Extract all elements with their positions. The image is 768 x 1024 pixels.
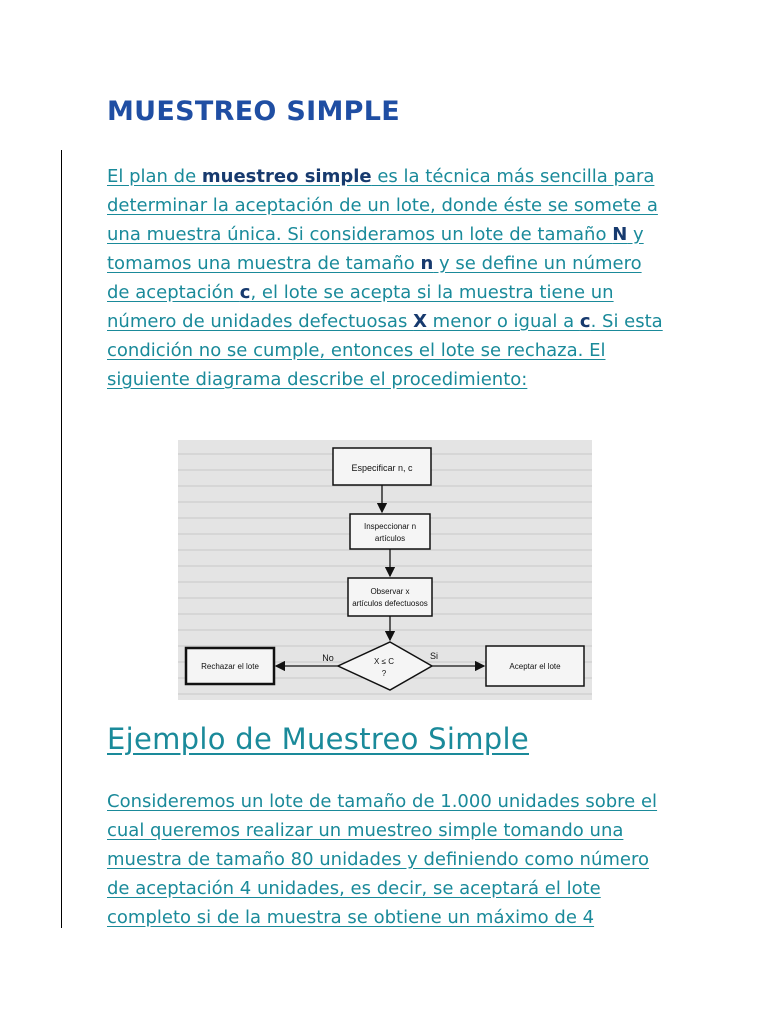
intro-paragraph[interactable] [107,162,667,394]
yes-label: Si [429,651,439,661]
intro-text-5: , el lote se acepta si la muestra tiene un número de unidades defectuosas [107,282,614,332]
example-heading[interactable]: Ejemplo de Muestreo Simple [107,722,529,756]
intro-bold-n: n [420,253,434,274]
intro-text-6: menor o igual a [426,311,580,332]
intro-text-3: y tomamos una muestra de tamaño [107,224,644,274]
no-label: No [322,653,334,663]
box-inspect [350,514,430,549]
intro-text-7: . Si esta condición no se cumple, entonces el lote se rechaza. El siguiente diagrama describe el procedimiento: [107,311,663,390]
box-observe [348,578,432,616]
intro-bold-c: c [239,282,251,303]
flowchart-svg [178,440,592,700]
page-title: MUESTREO SIMPLE [107,96,400,127]
intro-bold-X: X [413,311,427,332]
box-reject-label: Rechazar el lote [201,662,259,671]
intro-text-2: es la técnica más sencilla para determinar la aceptación de un lote, donde éste se somete a una muestra única. Si consideramos un lote de tamaño [107,166,658,245]
decision-label-2: ? [381,669,387,678]
box-accept-label: Aceptar el lote [509,662,561,671]
box-observe-label-2: artículos defectuosos [352,599,428,608]
flowchart-image [178,440,592,700]
decision-diamond [338,642,432,690]
intro-text-4: y se define un número de aceptación [107,253,642,303]
box-observe-label-1: Observar x [370,587,410,596]
intro-bold-muestreo-simple: muestreo simple [201,166,372,187]
example-paragraph[interactable]: Consideremos un lote de tamaño de 1.000 unidades sobre el cual queremos realizar un muestreo simple tomando una muestra de tamaño 80 unidades y definiendo como número de aceptación 4 unidades, es decir, se aceptará el lote completo si de la muestra se obtiene un máximo de 4 [107,791,658,928]
intro-bold-N: N [612,224,628,245]
box-inspect-label-2: artículos [374,534,406,543]
box-specify-label: Especificar n, c [351,463,413,473]
left-margin-rule [61,150,62,928]
intro-text-1: El plan de [107,166,202,187]
box-inspect-label-1: Inspeccionar n [363,522,417,531]
intro-bold-c-2: c [579,311,591,332]
decision-label-1: X ≤ C [374,657,394,666]
